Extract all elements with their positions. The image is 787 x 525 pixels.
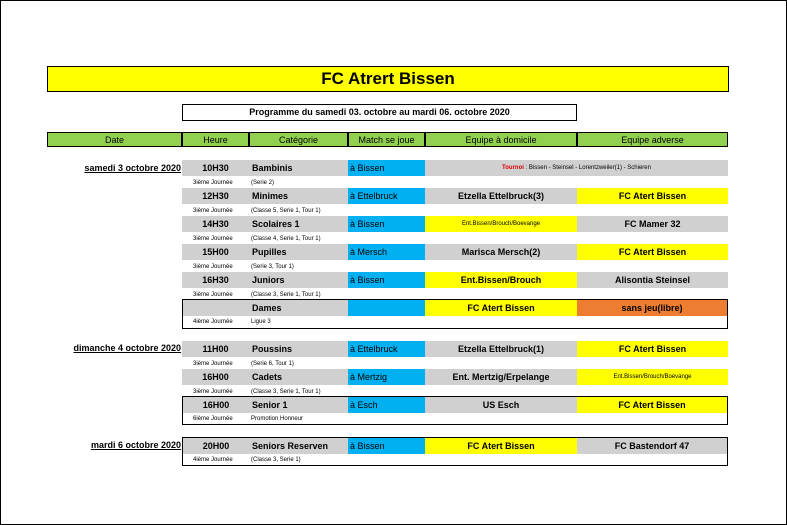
match-adverse: FC Mamer 32 <box>577 216 728 232</box>
match-categorie: Juniors <box>249 272 348 288</box>
match-domicile: Marisca Mersch(2) <box>425 244 577 260</box>
match-lieu: à Ettelbruck <box>348 188 425 204</box>
match-heure: 14H30 <box>182 216 249 232</box>
day-label: dimanche 4 octobre 2020 <box>73 343 181 353</box>
match-domicile: Ent.Bissen/Brouch <box>425 272 577 288</box>
match-lieu: à Mersch <box>348 244 425 260</box>
match-serie: Promotion Honneur <box>251 416 304 422</box>
match-journee: 3ième Journée <box>193 236 233 242</box>
header-adverse: Equipe adverse <box>577 132 728 147</box>
match-lieu <box>348 300 425 316</box>
match-journee: 3ième Journée <box>193 292 233 298</box>
tournoi-info <box>425 160 728 176</box>
match-lieu: à Bissen <box>348 216 425 232</box>
match-lieu: à Bissen <box>348 272 425 288</box>
match-serie: (Classe 3, Serie 1, Tour 1) <box>251 292 321 298</box>
match-lieu: à Mertzig <box>348 369 425 385</box>
match-domicile: Ent. Mertzig/Erpelange <box>425 369 577 385</box>
match-journee: 4ième Journée <box>193 319 233 325</box>
match-journee: 6ième Journée <box>193 416 233 422</box>
match-domicile: FC Atert Bissen <box>425 438 577 454</box>
program-subtitle: Programme du samedi 03. octobre au mardi 06. octobre 2020 <box>182 104 577 121</box>
match-journee: 4ième Journée <box>193 457 233 463</box>
match-categorie: Pupilles <box>249 244 348 260</box>
page-title: FC Atrert Bissen <box>47 66 729 92</box>
header-domicile: Equipe à domicile <box>425 132 577 147</box>
match-categorie: Dames <box>249 300 348 316</box>
match-lieu: à Bissen <box>348 438 425 454</box>
match-heure: 11H00 <box>182 341 249 357</box>
match-domicile: Etzella Ettelbruck(1) <box>425 341 577 357</box>
match-serie: (Classe 3, Serie 1) <box>251 457 301 463</box>
match-adverse: FC Atert Bissen <box>577 244 728 260</box>
header-date: Date <box>47 132 182 147</box>
match-heure: 16H30 <box>182 272 249 288</box>
match-heure: 16H00 <box>183 397 249 413</box>
match-categorie: Bambinis <box>249 160 348 176</box>
match-adverse: FC Atert Bissen <box>577 188 728 204</box>
tournoi-label: Tournoi <box>502 165 524 171</box>
match-serie: Ligue 3 <box>251 319 271 325</box>
match-heure: 20H00 <box>183 438 249 454</box>
match-domicile: Etzella Ettelbruck(3) <box>425 188 577 204</box>
header-categorie: Catégorie <box>249 132 348 147</box>
match-domicile: US Esch <box>425 397 577 413</box>
match-categorie: Poussins <box>249 341 348 357</box>
match-adverse: FC Atert Bissen <box>577 341 728 357</box>
match-journee: 3ième Journée <box>193 208 233 214</box>
match-domicile: FC Atert Bissen <box>425 300 577 316</box>
header-heure: Heure <box>182 132 249 147</box>
match-serie: (Classe 4, Serie 1, Tour 1) <box>251 236 321 242</box>
match-categorie: Seniors Reserven <box>249 438 348 454</box>
tournoi-teams: : Bissen - Steinsel - Lorentzweiler(1) - Schieren <box>523 165 651 171</box>
match-lieu: à Esch <box>348 397 425 413</box>
match-adverse: FC Atert Bissen <box>577 397 727 413</box>
match-lieu: à Bissen <box>348 160 425 176</box>
match-serie: (Serie 3, Tour 1) <box>251 264 294 270</box>
match-serie: (Serie 6, Tour 1) <box>251 361 294 367</box>
match-categorie: Scolaires 1 <box>249 216 348 232</box>
match-lieu: à Ettelbruck <box>348 341 425 357</box>
match-adverse: Alisontia Steinsel <box>577 272 728 288</box>
match-domicile: Ent.Bissen/Brouch/Boevange <box>425 216 577 232</box>
match-categorie: Minimes <box>249 188 348 204</box>
match-categorie: Senior 1 <box>249 397 348 413</box>
match-heure: 10H30 <box>182 160 249 176</box>
match-adverse: FC Bastendorf 47 <box>577 438 727 454</box>
match-journee: 3ième Journée <box>193 264 233 270</box>
match-adverse: Ent.Bissen/Brouch/Boevange <box>577 369 728 385</box>
match-heure: 16H00 <box>182 369 249 385</box>
match-heure <box>183 300 249 316</box>
match-journee: 3ième Journée <box>193 180 233 186</box>
header-lieu: Match se joue <box>348 132 425 147</box>
match-heure: 12H30 <box>182 188 249 204</box>
match-serie: (Serie 2) <box>251 180 275 186</box>
match-heure: 15H00 <box>182 244 249 260</box>
match-journee: 3ième Journée <box>193 389 233 395</box>
day-label: mardi 6 octobre 2020 <box>90 440 181 450</box>
match-journee: 3ième Journée <box>193 361 233 367</box>
match-categorie: Cadets <box>249 369 348 385</box>
match-serie: (Classe 5, Serie 1, Tour 1) <box>251 208 321 214</box>
match-serie: (Classe 3, Serie 1, Tour 1) <box>251 389 321 395</box>
match-adverse: sans jeu(libre) <box>577 300 727 316</box>
day-label: samedi 3 octobre 2020 <box>84 163 181 173</box>
